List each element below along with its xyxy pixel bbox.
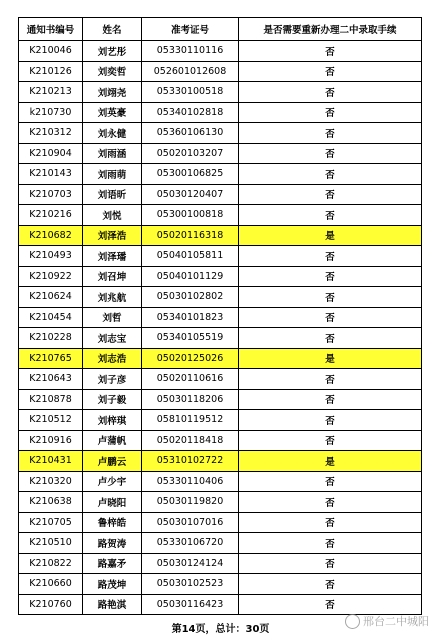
cell-reprocess: 否 xyxy=(239,102,422,123)
cell-notice-number: K210431 xyxy=(19,451,83,472)
cell-notice-number: K210682 xyxy=(19,225,83,246)
table-row xyxy=(19,143,422,164)
cell-name: 刘召坤 xyxy=(83,266,142,287)
cell-reprocess: 否 xyxy=(239,143,422,164)
cell-reprocess: 否 xyxy=(239,328,422,349)
cell-notice-number: K210213 xyxy=(19,82,83,103)
cell-exam-number: 05330106720 xyxy=(142,533,239,554)
cell-exam-number: 05020110616 xyxy=(142,369,239,390)
cell-exam-number: 05030120407 xyxy=(142,184,239,205)
table-row xyxy=(19,307,422,328)
table-row xyxy=(19,328,422,349)
cell-reprocess: 否 xyxy=(239,471,422,492)
cell-notice-number: K210454 xyxy=(19,307,83,328)
cell-exam-number: 05020125026 xyxy=(142,348,239,369)
cell-reprocess: 是 xyxy=(239,348,422,369)
cell-name: 刘子彦 xyxy=(83,369,142,390)
cell-name: 刘泽璠 xyxy=(83,246,142,267)
cell-reprocess: 否 xyxy=(239,184,422,205)
cell-reprocess: 否 xyxy=(239,594,422,615)
cell-exam-number: 05030119820 xyxy=(142,492,239,513)
cell-notice-number: K210312 xyxy=(19,123,83,144)
cell-exam-number: 05020118418 xyxy=(142,430,239,451)
cell-notice-number: K210705 xyxy=(19,512,83,533)
cell-exam-number: 05030102802 xyxy=(142,287,239,308)
cell-notice-number: K210765 xyxy=(19,348,83,369)
cell-name: 刘兆航 xyxy=(83,287,142,308)
table-row xyxy=(19,102,422,123)
header-notice-number: 通知书编号 xyxy=(19,18,83,41)
watermark xyxy=(345,613,429,629)
cell-exam-number: 05020116318 xyxy=(142,225,239,246)
cell-name: 路嘉矛 xyxy=(83,553,142,574)
cell-exam-number: 05330110116 xyxy=(142,41,239,62)
cell-notice-number: k210730 xyxy=(19,102,83,123)
cell-notice-number: K210216 xyxy=(19,205,83,226)
admission-table xyxy=(18,17,422,615)
table-row xyxy=(19,471,422,492)
cell-reprocess: 否 xyxy=(239,82,422,103)
cell-name: 刘英豪 xyxy=(83,102,142,123)
header-name: 姓名 xyxy=(83,18,142,41)
cell-exam-number: 05810119512 xyxy=(142,410,239,431)
table-row xyxy=(19,41,422,62)
cell-notice-number: K210643 xyxy=(19,369,83,390)
cell-exam-number: 05300100818 xyxy=(142,205,239,226)
cell-reprocess: 否 xyxy=(239,574,422,595)
table-row xyxy=(19,492,422,513)
table-row xyxy=(19,410,422,431)
cell-notice-number: K210660 xyxy=(19,574,83,595)
cell-exam-number: 05330110406 xyxy=(142,471,239,492)
table-row xyxy=(19,430,422,451)
cell-notice-number: K210228 xyxy=(19,328,83,349)
table-row xyxy=(19,164,422,185)
cell-reprocess: 否 xyxy=(239,287,422,308)
cell-name: 刘悦 xyxy=(83,205,142,226)
table-row xyxy=(19,389,422,410)
cell-reprocess: 否 xyxy=(239,533,422,554)
cell-notice-number: K210126 xyxy=(19,61,83,82)
cell-name: 卢蒲帆 xyxy=(83,430,142,451)
table-row xyxy=(19,348,422,369)
cell-reprocess: 否 xyxy=(239,205,422,226)
cell-name: 路茂坤 xyxy=(83,574,142,595)
cell-reprocess: 否 xyxy=(239,512,422,533)
cell-reprocess: 否 xyxy=(239,61,422,82)
cell-exam-number: 05030118206 xyxy=(142,389,239,410)
cell-exam-number: 05040105811 xyxy=(142,246,239,267)
cell-reprocess: 否 xyxy=(239,553,422,574)
cell-exam-number: 052601012608 xyxy=(142,61,239,82)
table-row xyxy=(19,287,422,308)
cell-reprocess: 否 xyxy=(239,164,422,185)
cell-name: 刘雨萌 xyxy=(83,164,142,185)
cell-name: 刘奕哲 xyxy=(83,61,142,82)
cell-name: 路艳淇 xyxy=(83,594,142,615)
cell-reprocess: 否 xyxy=(239,307,422,328)
table-body xyxy=(19,41,422,615)
cell-reprocess: 否 xyxy=(239,410,422,431)
cell-name: 刘志浩 xyxy=(83,348,142,369)
cell-name: 路贺涛 xyxy=(83,533,142,554)
cell-name: 刘雨涵 xyxy=(83,143,142,164)
cell-notice-number: K210822 xyxy=(19,553,83,574)
table-row xyxy=(19,574,422,595)
page-footer: 第14页，总计：30页 xyxy=(171,624,270,635)
cell-name: 刘艺彤 xyxy=(83,41,142,62)
cell-exam-number: 05360106130 xyxy=(142,123,239,144)
cell-exam-number: 05040101129 xyxy=(142,266,239,287)
cell-name: 卢鹏云 xyxy=(83,451,142,472)
table-row xyxy=(19,82,422,103)
cell-notice-number: K210916 xyxy=(19,430,83,451)
table-row xyxy=(19,205,422,226)
cell-notice-number: K210760 xyxy=(19,594,83,615)
cell-exam-number: 05340105519 xyxy=(142,328,239,349)
table-row xyxy=(19,266,422,287)
cell-name: 刘翊尧 xyxy=(83,82,142,103)
cell-name: 刘永健 xyxy=(83,123,142,144)
cell-notice-number: K210493 xyxy=(19,246,83,267)
cell-notice-number: K210624 xyxy=(19,287,83,308)
cell-exam-number: 05340101823 xyxy=(142,307,239,328)
cell-exam-number: 05340102818 xyxy=(142,102,239,123)
cell-reprocess: 否 xyxy=(239,41,422,62)
cell-reprocess: 否 xyxy=(239,123,422,144)
table-row xyxy=(19,533,422,554)
cell-notice-number: K210512 xyxy=(19,410,83,431)
cell-notice-number: K210638 xyxy=(19,492,83,513)
cell-reprocess: 否 xyxy=(239,430,422,451)
cell-notice-number: K210703 xyxy=(19,184,83,205)
table-row xyxy=(19,61,422,82)
cell-exam-number: 05310102722 xyxy=(142,451,239,472)
cell-reprocess: 否 xyxy=(239,492,422,513)
cell-name: 刘泽浩 xyxy=(83,225,142,246)
cell-name: 鲁梓皓 xyxy=(83,512,142,533)
cell-exam-number: 05030102523 xyxy=(142,574,239,595)
table-row xyxy=(19,246,422,267)
table-row xyxy=(19,225,422,246)
header-exam-number: 准考证号 xyxy=(142,18,239,41)
table-row xyxy=(19,553,422,574)
admission-table-sheet xyxy=(18,17,421,615)
header-reprocess: 是否需要重新办理二中录取手续 xyxy=(239,18,422,41)
cell-name: 刘梓琪 xyxy=(83,410,142,431)
cell-notice-number: K210320 xyxy=(19,471,83,492)
table-row xyxy=(19,451,422,472)
cell-exam-number: 05300106825 xyxy=(142,164,239,185)
cell-name: 刘子毅 xyxy=(83,389,142,410)
cell-reprocess: 否 xyxy=(239,389,422,410)
cell-notice-number: K210046 xyxy=(19,41,83,62)
cell-notice-number: K210904 xyxy=(19,143,83,164)
cell-name: 刘志宝 xyxy=(83,328,142,349)
table-row xyxy=(19,184,422,205)
cell-exam-number: 05030116423 xyxy=(142,594,239,615)
cell-notice-number: K210922 xyxy=(19,266,83,287)
cell-notice-number: K210510 xyxy=(19,533,83,554)
cell-reprocess: 否 xyxy=(239,246,422,267)
cell-reprocess: 否 xyxy=(239,369,422,390)
watermark-text: 邢台二中城阳 xyxy=(363,615,429,628)
cell-exam-number: 05030107016 xyxy=(142,512,239,533)
table-header-row xyxy=(19,18,422,41)
cell-name: 卢晓阳 xyxy=(83,492,142,513)
table-row xyxy=(19,594,422,615)
cell-name: 刘哲 xyxy=(83,307,142,328)
table-row xyxy=(19,512,422,533)
cell-name: 卢少宇 xyxy=(83,471,142,492)
cell-reprocess: 否 xyxy=(239,266,422,287)
table-row xyxy=(19,369,422,390)
cell-exam-number: 05030124124 xyxy=(142,553,239,574)
cell-exam-number: 05020103207 xyxy=(142,143,239,164)
cell-reprocess: 是 xyxy=(239,451,422,472)
cell-name: 刘语昕 xyxy=(83,184,142,205)
cell-notice-number: K210143 xyxy=(19,164,83,185)
cell-reprocess: 是 xyxy=(239,225,422,246)
cell-notice-number: K210878 xyxy=(19,389,83,410)
cell-exam-number: 05330100518 xyxy=(142,82,239,103)
wechat-icon xyxy=(345,614,360,629)
table-row xyxy=(19,123,422,144)
